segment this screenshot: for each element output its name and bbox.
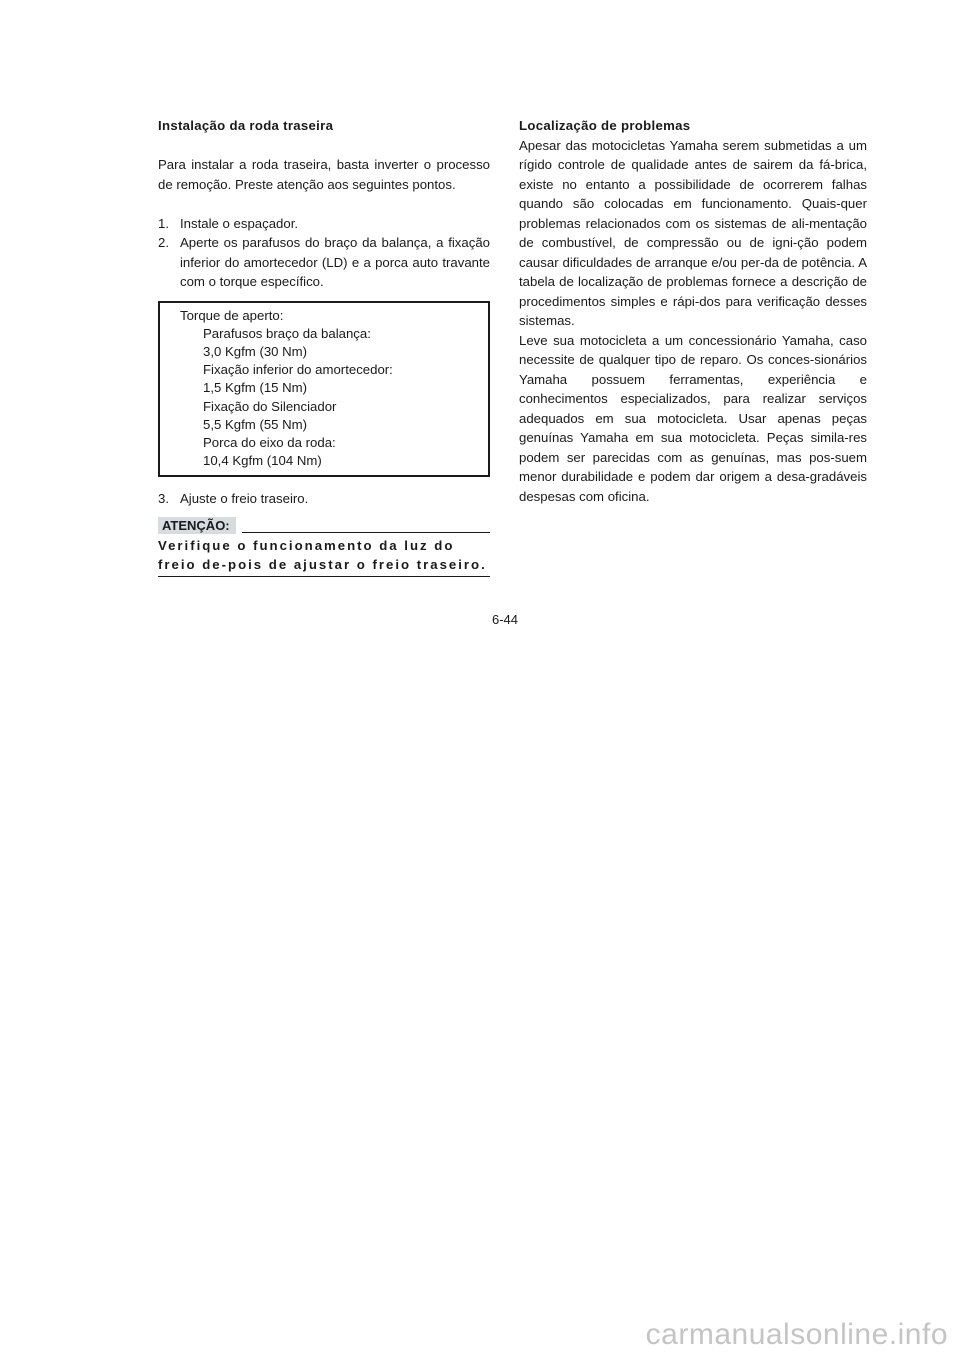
- torque-item: 1,5 Kgfm (15 Nm): [203, 380, 308, 396]
- caution-text: Verifique o funcionamento da luz do freio de-pois de ajustar o freio traseiro.: [158, 536, 490, 577]
- caution-label: ATENÇÃO:: [158, 517, 236, 534]
- troubleshooting-paragraph-1: Apesar das motocicletas Yamaha serem submetidas a um rígido controle de qualidade antes de sairem da fá-brica, existe no entanto a possibilidade de ocorrerem falhas quando são colocadas em funcionamento. Quais-quer problemas relacionados com os sistemas de ali-mentação de combustível, de compressão ou de igni-ção podem causar dificuldades de arranque e/ou per-da de potência. A tabela de localização de problemas fornece a descrição de procedimentos simples e rápi-dos para verificação desses sistemas.: [519, 137, 867, 328]
- caution-header: [158, 517, 490, 534]
- torque-item: 3,0 Kgfm (30 Nm): [203, 343, 308, 359]
- intro-paragraph: Para instalar a roda traseira, basta inverter o processo de remoção. Preste atenção aos seguintes pontos.: [158, 157, 490, 192]
- torque-item: 10,4 Kgfm (104 Nm): [203, 453, 322, 469]
- torque-item: Fixação do Silenciador: [203, 398, 337, 414]
- step-number: 1.: [158, 215, 169, 231]
- step-number: 3.: [158, 491, 169, 507]
- section-title-troubleshooting: Localização de problemas: [519, 118, 691, 133]
- step-text: Ajuste o freio traseiro.: [180, 491, 309, 507]
- troubleshooting-paragraph-2: Leve sua motocicleta a um concessionário Yamaha, caso necessite de qualquer tipo de reparo. Os conces-sionários Yamaha possuem ferramentas, experiência e conhecimentos especializados, para realizar serviços adequados em sua motocicleta. Usar apenas peças genuínas Yamaha em sua motocicleta. Peças simila-res podem ser parecidas com as genuínas, mas pos-suem menor durabilidade e podem dar origem a desa-gradáveis despesas com oficina.: [519, 332, 867, 504]
- list-item: [158, 214, 490, 234]
- torque-spec-box: [158, 301, 490, 478]
- step-number: 2.: [158, 235, 169, 250]
- step-text: Instale o espaçador.: [180, 215, 299, 231]
- torque-item: Parafusos braço da balança:: [203, 325, 371, 341]
- torque-item: Porca do eixo da roda:: [203, 434, 336, 450]
- list-item: [158, 233, 490, 292]
- torque-item: Fixação inferior do amortecedor:: [203, 362, 393, 378]
- torque-item: 5,5 Kgfm (55 Nm): [203, 416, 308, 432]
- steps-list: [158, 214, 490, 292]
- steps-list-continued: [158, 489, 490, 509]
- step-text: Aperte os parafusos do braço da balança, a fixação inferior do amortecedor (LD) e a porca auto travante com o torque específico.: [180, 235, 490, 289]
- torque-heading: Torque de aperto:: [180, 307, 284, 323]
- page-number: 6-44: [491, 612, 519, 627]
- section-title-rear-wheel: Instalação da roda traseira: [158, 118, 334, 133]
- caution-divider: [242, 532, 490, 533]
- watermark: carmanualsonline.info: [645, 1318, 948, 1351]
- right-column: [519, 116, 867, 506]
- list-item: [158, 489, 490, 509]
- left-column: [158, 116, 490, 577]
